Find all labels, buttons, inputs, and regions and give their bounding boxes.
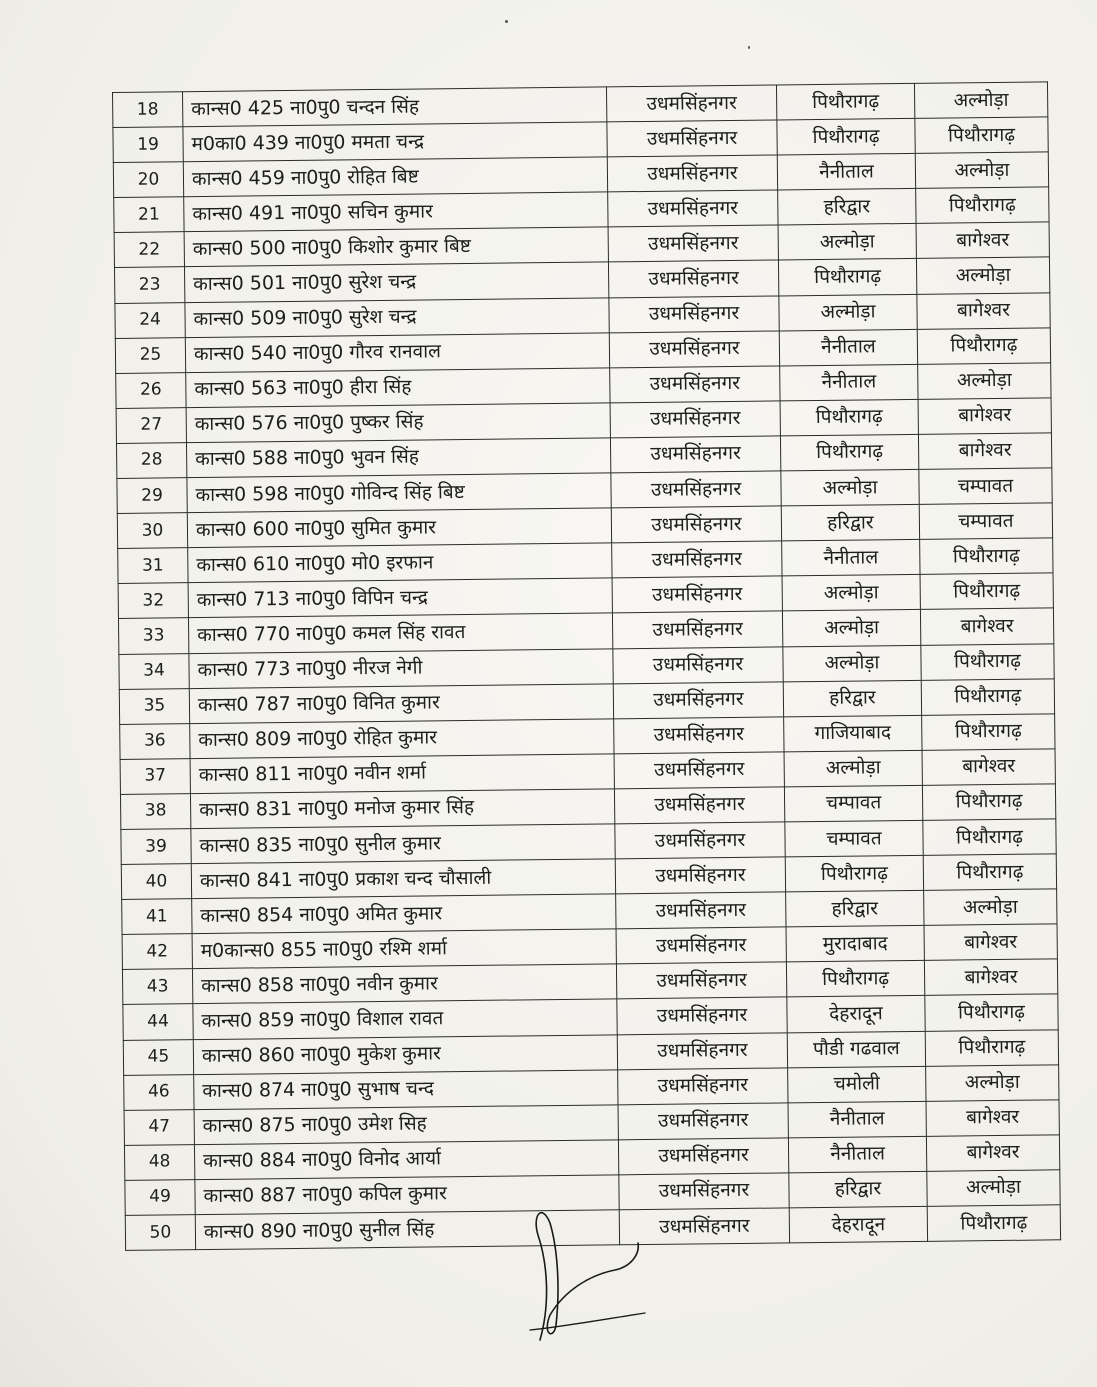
- current-district-cell: उधमसिंहनगर: [616, 892, 786, 929]
- current-district-cell: उधमसिंहनगर: [608, 190, 778, 227]
- serial-number-cell: 32: [118, 583, 188, 619]
- option-2-cell: अल्मोड़ा: [927, 1170, 1060, 1207]
- name-cell: कान्स0 576 ना0पु0 पुष्कर सिंह: [186, 403, 610, 443]
- serial-number-cell: 31: [118, 548, 188, 584]
- personnel-table: [112, 81, 1061, 1251]
- serial-number-cell: 50: [125, 1215, 195, 1251]
- serial-number-cell: 34: [119, 653, 189, 689]
- option-2-cell: अल्मोड़ा: [915, 152, 1048, 189]
- serial-number-cell: 35: [119, 688, 189, 724]
- name-cell: कान्स0 773 ना0पु0 नीरज नेगी: [189, 648, 613, 688]
- option-2-cell: पिथौरागढ़: [916, 187, 1049, 224]
- serial-number-cell: 27: [116, 408, 186, 444]
- name-cell: म0का0 439 ना0पु0 ममता चन्द्र: [183, 122, 607, 162]
- serial-number-cell: 33: [118, 618, 188, 654]
- option-1-cell: अल्मोड़ा: [779, 294, 917, 331]
- current-district-cell: उधमसिंहनगर: [607, 155, 777, 192]
- option-1-cell: देहरादून: [789, 1206, 927, 1243]
- option-1-cell: नैनीताल: [788, 1101, 926, 1138]
- option-1-cell: हरिद्वार: [783, 680, 921, 717]
- option-2-cell: पिथौरागढ़: [921, 678, 1054, 715]
- name-cell: कान्स0 831 ना0पु0 मनोज कुमार सिंह: [190, 789, 614, 829]
- option-1-cell: पिथौरागढ़: [780, 434, 918, 471]
- option-2-cell: बागेश्वर: [918, 398, 1051, 435]
- current-district-cell: उधमसिंहनगर: [611, 471, 781, 508]
- option-2-cell: बागेश्वर: [920, 608, 1053, 645]
- option-2-cell: बागेश्वर: [926, 1135, 1059, 1172]
- option-1-cell: हरिद्वार: [781, 504, 919, 541]
- option-2-cell: बागेश्वर: [924, 924, 1057, 961]
- current-district-cell: उधमसिंहनगर: [610, 401, 780, 438]
- name-cell: कान्स0 540 ना0पु0 गौरव रानवाल: [185, 333, 609, 373]
- option-2-cell: अल्मोड़ा: [916, 257, 1049, 294]
- option-1-cell: चम्पावत: [784, 785, 922, 822]
- serial-number-cell: 22: [114, 232, 184, 268]
- current-district-cell: उधमसिंहनगर: [619, 1208, 789, 1245]
- signature: [520, 1195, 650, 1345]
- current-district-cell: उधमसिंहनगर: [617, 1032, 787, 1069]
- name-cell: कान्स0 563 ना0पु0 हीरा सिंह: [186, 368, 610, 408]
- serial-number-cell: 40: [121, 864, 191, 900]
- current-district-cell: उधमसिंहनगर: [618, 1138, 788, 1175]
- current-district-cell: उधमसिंहनगर: [608, 260, 778, 297]
- current-district-cell: उधमसिंहनगर: [615, 822, 785, 859]
- serial-number-cell: 49: [125, 1180, 195, 1216]
- name-cell: कान्स0 835 ना0पु0 सुनील कुमार: [191, 824, 615, 864]
- option-1-cell: नैनीताल: [788, 1136, 926, 1173]
- option-1-cell: अल्मोड़ा: [784, 750, 922, 787]
- option-2-cell: पिथौरागढ़: [921, 643, 1054, 680]
- name-cell: कान्स0 860 ना0पु0 मुकेश कुमार: [193, 1034, 617, 1074]
- name-cell: कान्स0 501 ना0पु0 सुरेश चन्द्र: [184, 262, 608, 302]
- option-1-cell: पिथौरागढ़: [786, 961, 924, 998]
- serial-number-cell: 38: [120, 794, 190, 830]
- option-1-cell: चम्पावत: [785, 820, 923, 857]
- option-1-cell: पिथौरागढ़: [777, 118, 915, 155]
- current-district-cell: उधमसिंहनगर: [610, 366, 780, 403]
- option-2-cell: बागेश्वर: [922, 749, 1055, 786]
- serial-number-cell: 36: [120, 723, 190, 759]
- personnel-table-container: [112, 81, 1060, 1251]
- name-cell: कान्स0 858 ना0पु0 नवीन कुमार: [192, 964, 616, 1004]
- option-1-cell: चमोली: [788, 1066, 926, 1103]
- option-2-cell: पिथौरागढ़: [917, 328, 1050, 365]
- option-2-cell: पिथौरागढ़: [923, 854, 1056, 891]
- option-2-cell: बागेश्वर: [917, 292, 1050, 329]
- current-district-cell: उधमसिंहनगर: [619, 1173, 789, 1210]
- serial-number-cell: 39: [121, 829, 191, 865]
- name-cell: कान्स0 770 ना0पु0 कमल सिंह रावत: [188, 613, 612, 653]
- serial-number-cell: 24: [115, 302, 185, 338]
- serial-number-cell: 45: [123, 1039, 193, 1075]
- serial-number-cell: 37: [120, 758, 190, 794]
- option-1-cell: पिथौरागढ़: [780, 399, 918, 436]
- option-2-cell: अल्मोड़ा: [914, 82, 1047, 119]
- current-district-cell: उधमसिंहनगर: [610, 436, 780, 473]
- serial-number-cell: 41: [122, 899, 192, 935]
- current-district-cell: उधमसिंहनगर: [614, 717, 784, 754]
- option-1-cell: देहरादून: [787, 996, 925, 1033]
- speck: [505, 20, 508, 23]
- option-1-cell: नैनीताल: [780, 364, 918, 401]
- option-1-cell: पिथौरागढ़: [778, 259, 916, 296]
- name-cell: कान्स0 500 ना0पु0 किशोर कुमार बिष्ट: [184, 227, 608, 267]
- serial-number-cell: 25: [115, 337, 185, 373]
- option-1-cell: अल्मोड़ा: [781, 469, 919, 506]
- option-2-cell: पिथौरागढ़: [922, 714, 1055, 751]
- serial-number-cell: 46: [124, 1074, 194, 1110]
- current-district-cell: उधमसिंहनगर: [614, 752, 784, 789]
- option-2-cell: बागेश्वर: [916, 222, 1049, 259]
- option-1-cell: पिथौरागढ़: [785, 855, 923, 892]
- option-2-cell: पिथौरागढ़: [925, 994, 1058, 1031]
- option-2-cell: पिथौरागढ़: [920, 573, 1053, 610]
- current-district-cell: उधमसिंहनगर: [615, 857, 785, 894]
- option-1-cell: पिथौरागढ़: [776, 83, 914, 120]
- option-2-cell: बागेश्वर: [924, 959, 1057, 996]
- current-district-cell: उधमसिंहनगर: [616, 927, 786, 964]
- serial-number-cell: 43: [122, 969, 192, 1005]
- current-district-cell: उधमसिंहनगर: [614, 787, 784, 824]
- name-cell: कान्स0 841 ना0पु0 प्रकाश चन्द चौसाली: [191, 859, 615, 899]
- option-1-cell: अल्मोड़ा: [783, 645, 921, 682]
- name-cell: कान्स0 854 ना0पु0 अमित कुमार: [192, 894, 616, 934]
- name-cell: कान्स0 600 ना0पु0 सुमित कुमार: [187, 508, 611, 548]
- option-2-cell: पिथौरागढ़: [920, 538, 1053, 575]
- option-1-cell: हरिद्वार: [789, 1171, 927, 1208]
- current-district-cell: उधमसिंहनगर: [613, 646, 783, 683]
- option-2-cell: चम्पावत: [919, 503, 1052, 540]
- current-district-cell: उधमसिंहनगर: [611, 506, 781, 543]
- option-1-cell: अल्मोड़ा: [782, 575, 920, 612]
- name-cell: कान्स0 459 ना0पु0 रोहित बिष्ट: [183, 157, 607, 197]
- option-2-cell: पिथौरागढ़: [927, 1205, 1060, 1242]
- name-cell: म0कान्स0 855 ना0पु0 रश्मि शर्मा: [192, 929, 616, 969]
- option-2-cell: पिथौरागढ़: [922, 784, 1055, 821]
- option-2-cell: अल्मोड़ा: [918, 363, 1051, 400]
- option-1-cell: गाजियाबाद: [784, 715, 922, 752]
- serial-number-cell: 44: [123, 1004, 193, 1040]
- option-1-cell: अल्मोड़ा: [782, 610, 920, 647]
- current-district-cell: उधमसिंहनगर: [612, 541, 782, 578]
- option-2-cell: पिथौरागढ़: [925, 1029, 1058, 1066]
- serial-number-cell: 28: [116, 443, 186, 479]
- current-district-cell: उधमसिंहनगर: [609, 331, 779, 368]
- name-cell: कान्स0 875 ना0पु0 उमेश सिह: [194, 1105, 618, 1145]
- option-1-cell: हरिद्वार: [778, 189, 916, 226]
- option-2-cell: अल्मोड़ा: [924, 889, 1057, 926]
- option-1-cell: मुरादाबाद: [786, 926, 924, 963]
- name-cell: कान्स0 598 ना0पु0 गोविन्द सिंह बिष्ट: [187, 473, 611, 513]
- name-cell: कान्स0 491 ना0पु0 सचिन कुमार: [184, 192, 608, 232]
- serial-number-cell: 26: [116, 372, 186, 408]
- serial-number-cell: 47: [124, 1109, 194, 1145]
- name-cell: कान्स0 509 ना0पु0 सुरेश चन्द्र: [185, 297, 609, 337]
- speck: [748, 46, 750, 49]
- name-cell: कान्स0 588 ना0पु0 भुवन सिंह: [186, 438, 610, 478]
- current-district-cell: उधमसिंहनगर: [616, 962, 786, 999]
- name-cell: कान्स0 887 ना0पु0 कपिल कुमार: [195, 1175, 619, 1215]
- option-2-cell: बागेश्वर: [926, 1100, 1059, 1137]
- current-district-cell: उधमसिंहनगर: [618, 1103, 788, 1140]
- serial-number-cell: 23: [114, 267, 184, 303]
- current-district-cell: उधमसिंहनगर: [608, 225, 778, 262]
- name-cell: कान्स0 884 ना0पु0 विनोद आर्या: [194, 1140, 618, 1180]
- name-cell: कान्स0 610 ना0पु0 मो0 इरफान: [188, 543, 612, 583]
- name-cell: कान्स0 425 ना0पु0 चन्दन सिंह: [183, 87, 607, 127]
- current-district-cell: उधमसिंहनगर: [618, 1068, 788, 1105]
- option-2-cell: पिथौरागढ़: [923, 819, 1056, 856]
- option-1-cell: अल्मोड़ा: [778, 224, 916, 261]
- name-cell: कान्स0 874 ना0पु0 सुभाष चन्द: [194, 1069, 618, 1109]
- current-district-cell: उधमसिंहनगर: [612, 576, 782, 613]
- current-district-cell: उधमसिंहनगर: [606, 85, 776, 122]
- serial-number-cell: 29: [117, 478, 187, 514]
- current-district-cell: उधमसिंहनगर: [607, 120, 777, 157]
- option-2-cell: चम्पावत: [919, 468, 1052, 505]
- option-2-cell: अल्मोड़ा: [926, 1064, 1059, 1101]
- table-body: [113, 82, 1061, 1251]
- name-cell: कान्स0 809 ना0पु0 रोहित कुमार: [190, 719, 614, 759]
- name-cell: कान्स0 811 ना0पु0 नवीन शर्मा: [190, 754, 614, 794]
- current-district-cell: उधमसिंहनगर: [612, 611, 782, 648]
- name-cell: कान्स0 890 ना0पु0 सुनील सिंह: [195, 1210, 619, 1250]
- serial-number-cell: 48: [124, 1144, 194, 1180]
- serial-number-cell: 18: [113, 92, 183, 128]
- name-cell: कान्स0 713 ना0पु0 विपिन चन्द्र: [188, 578, 612, 618]
- option-1-cell: हरिद्वार: [786, 891, 924, 928]
- serial-number-cell: 21: [114, 197, 184, 233]
- current-district-cell: उधमसिंहनगर: [609, 296, 779, 333]
- name-cell: कान्स0 859 ना0पु0 विशाल रावत: [193, 999, 617, 1039]
- current-district-cell: उधमसिंहनगर: [617, 997, 787, 1034]
- name-cell: कान्स0 787 ना0पु0 विनित कुमार: [189, 683, 613, 723]
- serial-number-cell: 42: [122, 934, 192, 970]
- option-2-cell: पिथौरागढ़: [915, 117, 1048, 154]
- serial-number-cell: 30: [117, 513, 187, 549]
- option-1-cell: नैनीताल: [779, 329, 917, 366]
- serial-number-cell: 19: [113, 127, 183, 163]
- option-1-cell: नैनीताल: [782, 540, 920, 577]
- current-district-cell: उधमसिंहनगर: [613, 682, 783, 719]
- serial-number-cell: 20: [113, 162, 183, 198]
- option-1-cell: पौडी गढवाल: [787, 1031, 925, 1068]
- option-1-cell: नैनीताल: [777, 154, 915, 191]
- option-2-cell: बागेश्वर: [918, 433, 1051, 470]
